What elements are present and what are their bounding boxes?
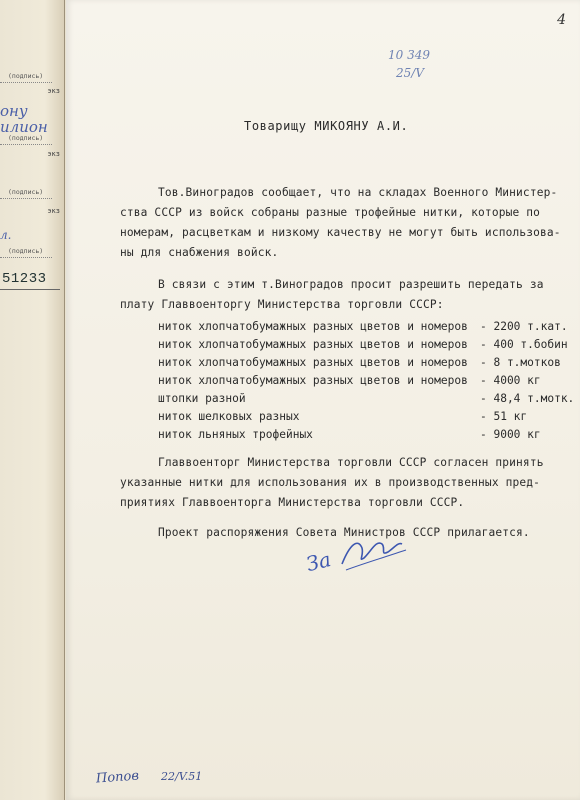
document-sheet bbox=[66, 0, 580, 800]
paragraph1-line2: ства СССР из войск собраны разные трофейные нитки, которые по bbox=[120, 206, 541, 219]
item-name: ниток хлопчатобумажных разных цветов и номеров bbox=[158, 320, 468, 333]
registration-note-date: 25/V bbox=[396, 66, 424, 80]
item-name: ниток шелковых разных bbox=[158, 410, 300, 423]
item-name: штопки разной bbox=[158, 392, 246, 405]
strip-handwriting-1: ону bbox=[0, 102, 28, 120]
registration-note bbox=[388, 46, 430, 82]
ekz-label-3: экз bbox=[47, 207, 60, 215]
item-name: ниток льняных трофейных bbox=[158, 428, 313, 441]
strip-line-2 bbox=[0, 144, 52, 145]
strip-line-1 bbox=[0, 82, 52, 83]
paragraph2-line2: плату Главвоенторгу Министерства торговли СССР: bbox=[120, 298, 444, 311]
signature-mark bbox=[302, 530, 412, 590]
strip-line-4 bbox=[0, 257, 52, 258]
paragraph1-line4: ны для снабжения войск. bbox=[120, 246, 279, 259]
signature-label-3: (подпись) bbox=[8, 188, 44, 196]
item-quantity: - 9000 кг bbox=[480, 428, 541, 441]
paragraph3-line1: Главвоенторг Министерства торговли СССР согласен принять bbox=[158, 456, 544, 469]
paragraph3-line3: приятиях Главвоенторга Министерства торговли СССР. bbox=[120, 496, 465, 509]
item-quantity: - 48,4 т.мотк. bbox=[480, 392, 575, 405]
signature-label-2: (подпись) bbox=[8, 134, 44, 142]
item-quantity: - 2200 т.кат. bbox=[480, 320, 568, 333]
page-number: 4 bbox=[557, 12, 566, 28]
item-quantity: - 51 кг bbox=[480, 410, 528, 423]
ekz-label-2: экз bbox=[47, 150, 60, 158]
paragraph1-line3: номерам, расцветкам и низкому качеству не могут быть использова- bbox=[120, 226, 561, 239]
paragraph2-line1: В связи с этим т.Виноградов просит разрешить передать за bbox=[158, 278, 544, 291]
strip-number-underline bbox=[0, 289, 60, 290]
executor-name: Попов bbox=[95, 768, 140, 787]
strip-registration-number: 51233 bbox=[2, 271, 47, 287]
item-quantity: - 400 т.бобин bbox=[480, 338, 568, 351]
strip-handwriting-3: л. bbox=[0, 228, 12, 242]
paragraph1-line1: Тов.Виноградов сообщает, что на складах Военного Министер- bbox=[158, 186, 558, 199]
item-quantity: - 8 т.мотков bbox=[480, 356, 561, 369]
previous-page-strip bbox=[0, 0, 65, 800]
strip-line-3 bbox=[0, 198, 52, 199]
executor-date: 22/V.51 bbox=[161, 770, 203, 783]
paragraph3-line2: указанные нитки для использования их в производственных пред- bbox=[120, 476, 541, 489]
signature-prefix: За bbox=[303, 547, 334, 577]
addressee: Товарищу МИКОЯНУ А.И. bbox=[244, 119, 409, 133]
signature-underline bbox=[346, 550, 406, 570]
signature-label-4: (подпись) bbox=[8, 247, 44, 255]
ekz-label-1: экз bbox=[47, 87, 60, 95]
strip-handwriting-2: илион bbox=[0, 118, 48, 136]
item-name: ниток хлопчатобумажных разных цветов и номеров bbox=[158, 338, 468, 351]
item-quantity: - 4000 кг bbox=[480, 374, 541, 387]
item-name: ниток хлопчатобумажных разных цветов и номеров bbox=[158, 374, 468, 387]
paragraph4: Проект распоряжения Совета Министров СССР прилагается. bbox=[158, 526, 530, 539]
registration-note-number: 10 349 bbox=[388, 48, 430, 62]
signature-label-1: (подпись) bbox=[8, 72, 44, 80]
item-name: ниток хлопчатобумажных разных цветов и номеров bbox=[158, 356, 468, 369]
